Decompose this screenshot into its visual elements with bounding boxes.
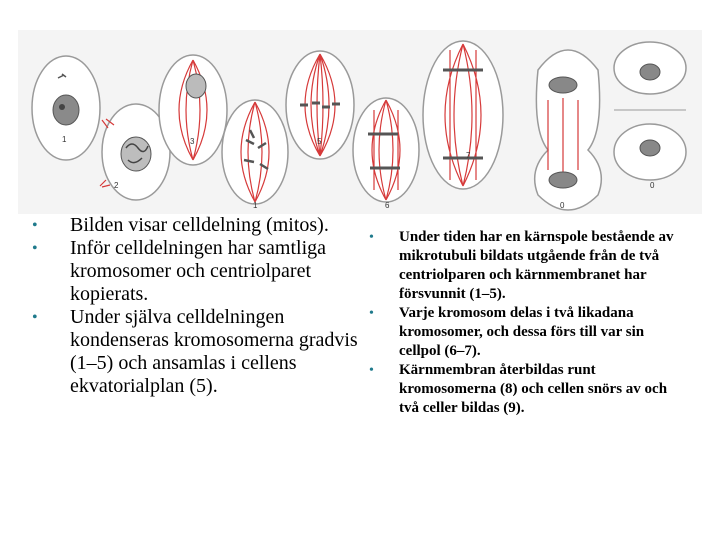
bullet-marker: • — [32, 309, 38, 326]
cell-stage-telophase — [535, 50, 602, 210]
list-item — [365, 228, 685, 304]
bullet-marker: • — [369, 306, 374, 321]
list-item — [30, 214, 360, 237]
stage-label: 3 — [190, 137, 195, 146]
bullet-marker: • — [32, 240, 38, 257]
mitosis-stages-illustration — [18, 30, 702, 214]
bullet-text: Under själva celldelningen kondenseras kromosomerna gradvis (1–5) och ansamlas i cellens ekvatorialplan (5). — [70, 306, 358, 397]
list-item — [30, 237, 360, 306]
bullet-marker: • — [369, 363, 374, 378]
cell-stage-prophase — [159, 55, 227, 165]
list-item — [365, 304, 685, 361]
cell-stage-late-anaphase — [423, 41, 503, 189]
stage-label: 0 — [650, 181, 655, 190]
bullet-text: Varje kromosom delas i två likadana kromosomer, och dessa förs till var sin cellpol (6–7). — [399, 305, 645, 359]
stage-label: 0 — [560, 201, 565, 210]
stage-label: 6 — [385, 201, 390, 210]
bullet-text: Under tiden har en kärnspole bestående av mikrotubuli bildats utgående från de två centriolparen och kärnmembranet har försvunnit (1–5). — [399, 229, 674, 302]
list-item — [30, 306, 360, 398]
left-bullet-list — [30, 214, 360, 398]
stage-label: 1 — [62, 135, 67, 144]
mitosis-diagram — [18, 30, 702, 214]
right-bullet-list — [365, 228, 685, 418]
bullet-text: Inför celldelningen har samtliga kromosomer och centriolparet kopierats. — [70, 237, 327, 305]
list-item — [365, 361, 685, 418]
cell-stage-daughter-cells — [614, 42, 686, 180]
bullet-text: Bilden visar celldelning (mitos). — [70, 214, 329, 236]
stage-label: 5 — [317, 137, 322, 146]
stage-label: 7 — [466, 151, 471, 160]
cell-stage-anaphase — [353, 98, 419, 202]
cell-stage-interphase — [32, 56, 100, 160]
cell-stage-prometaphase — [222, 100, 288, 204]
stage-label: 1 — [253, 201, 258, 210]
bullet-text: Kärnmembran återbildas runt kromosomerna (8) och cellen snörs av och två celler bildas (9). — [399, 362, 668, 416]
bullet-marker: • — [32, 217, 38, 234]
stage-label: 2 — [114, 181, 119, 190]
bullet-marker: • — [369, 230, 374, 245]
